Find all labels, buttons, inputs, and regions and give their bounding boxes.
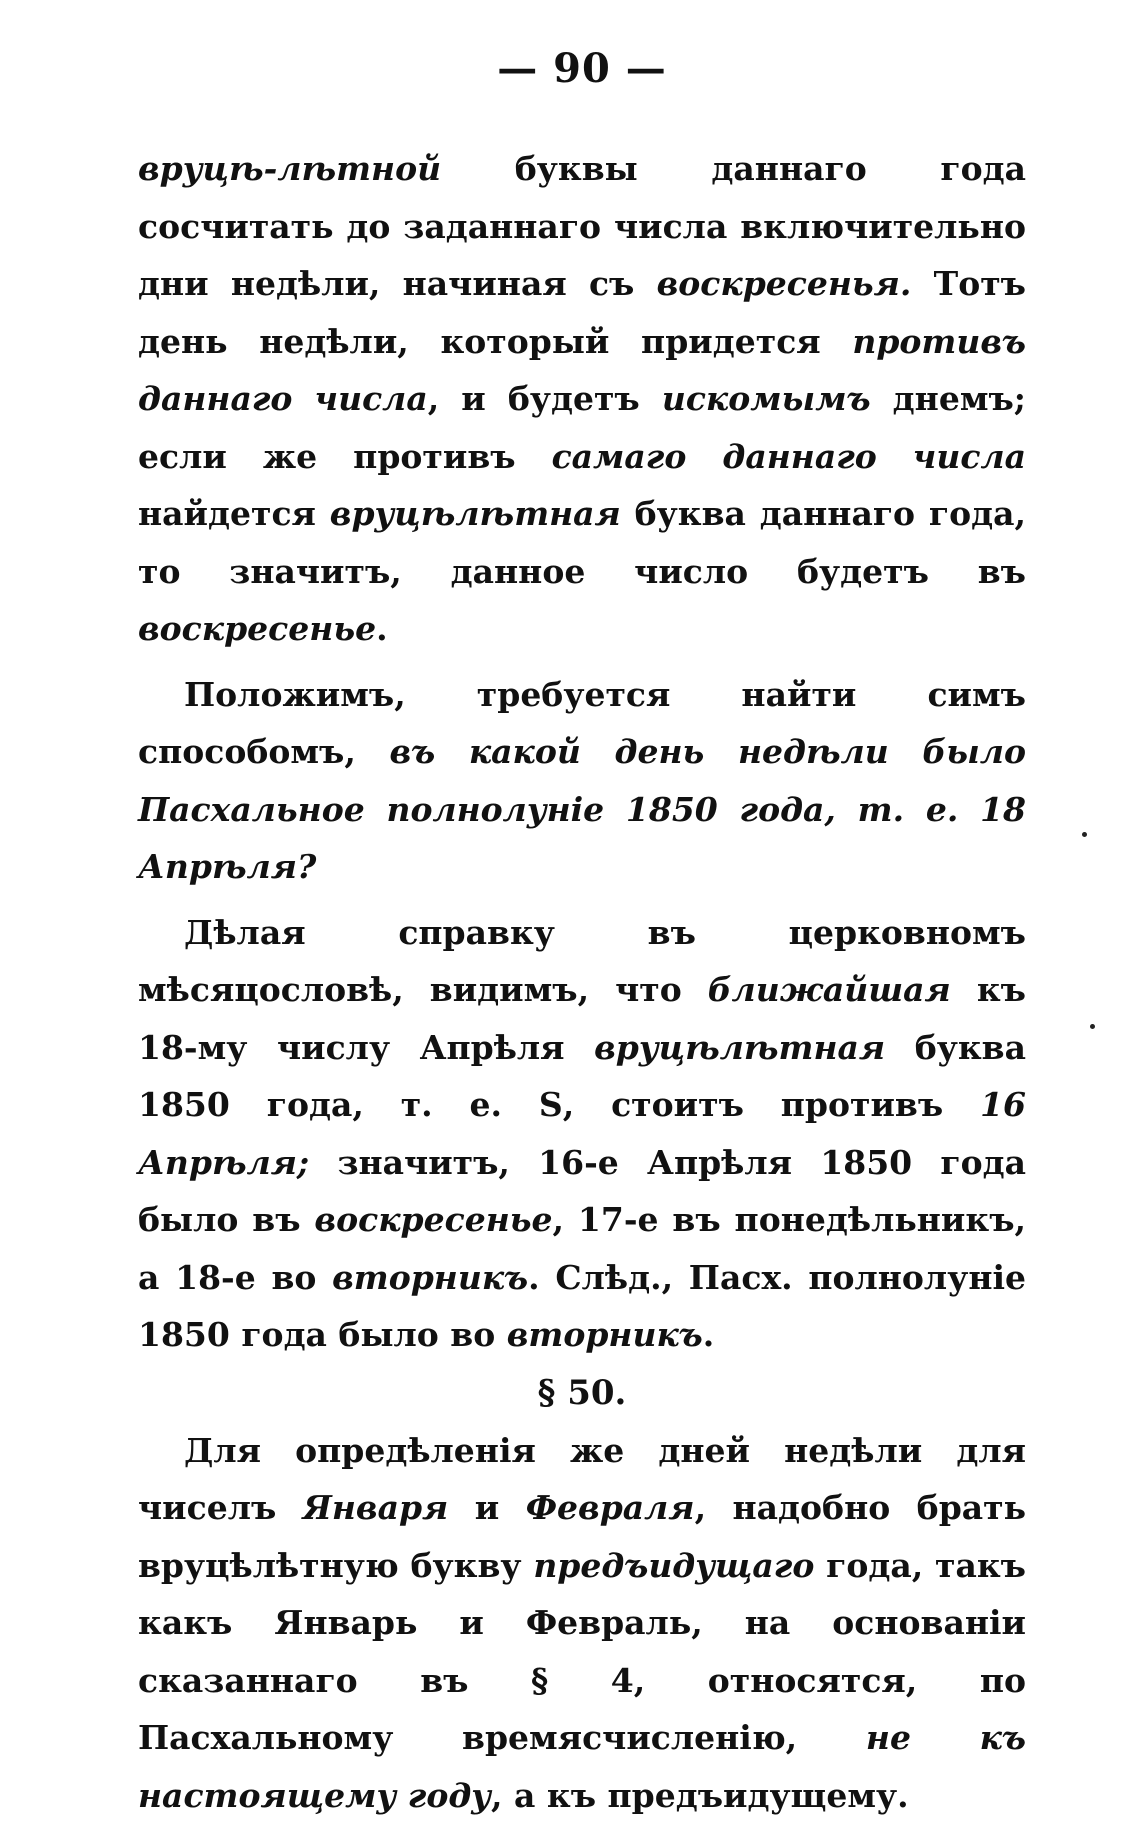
text-run: . Слѣд., Пасх. полнолуніе 1850 года было во bbox=[138, 1258, 1026, 1355]
text-run: . bbox=[703, 1315, 715, 1354]
italic-run: вруцѣ-лѣтной bbox=[138, 149, 441, 188]
paragraph-1 bbox=[138, 140, 1026, 658]
italic-run: 16 Апрѣля; bbox=[138, 1085, 1026, 1182]
text-run: и bbox=[448, 1488, 525, 1527]
italic-run: вруцѣлѣтная bbox=[594, 1028, 885, 1067]
text-run: Положимъ, требуется найти симъ способомъ, bbox=[138, 675, 1026, 772]
italic-run: самаго даннаго числа bbox=[552, 437, 1026, 476]
text-run: , и будетъ bbox=[428, 379, 662, 418]
italic-run: предъидущаго bbox=[533, 1546, 814, 1585]
italic-run: противъ даннаго числа bbox=[138, 322, 1026, 419]
text-run: , надобно брать вруцѣлѣтную букву bbox=[138, 1488, 1026, 1585]
text-run: Для опредѣленія же дней недѣли для чиселъ bbox=[138, 1431, 1026, 1528]
text-run: найдется bbox=[138, 494, 330, 533]
text-run: Дѣлая справку въ церковномъ мѣсяцословѣ, видимъ, что bbox=[138, 913, 1026, 1010]
text-run: , 17-е въ понедѣльникъ, а 18-е во bbox=[138, 1200, 1026, 1297]
text-run: буква даннаго года, то значитъ, данное число будетъ въ bbox=[138, 494, 1026, 591]
text-run: днемъ; если же противъ bbox=[138, 379, 1026, 476]
section-heading: § 50. bbox=[138, 1364, 1026, 1422]
text-run: къ 18-му числу Апрѣля bbox=[138, 970, 1026, 1067]
italic-run: въ какой день недѣли было Пасхальное полнолуніе 1850 года, т. е. 18 Апрѣля? bbox=[138, 732, 1026, 886]
italic-run: ближайшая bbox=[708, 970, 951, 1009]
italic-run: воскресенье bbox=[138, 609, 376, 648]
text-run: буква 1850 года, т. е. Ѕ, стоитъ противъ bbox=[138, 1028, 1026, 1125]
text-run: года, такъ какъ Январь и Февраль, на основаніи сказаннаго въ § 4, относятся, по Пасхальному времясчисленію, bbox=[138, 1546, 1026, 1758]
italic-run: Января bbox=[303, 1488, 449, 1527]
italic-run: вруцѣлѣтная bbox=[330, 494, 621, 533]
text-run: Тотъ день недѣли, который придется bbox=[138, 264, 1026, 361]
paragraph-4 bbox=[138, 1422, 1026, 1824]
italic-run: не къ настоящему году bbox=[138, 1718, 1026, 1815]
margin-speck-2 bbox=[1090, 1024, 1095, 1029]
paragraph-3 bbox=[138, 904, 1026, 1364]
book-page bbox=[138, 40, 1026, 1824]
italic-run: Февраля bbox=[526, 1488, 695, 1527]
text-run: . bbox=[376, 609, 388, 648]
text-run: буквы даннаго года сосчитать до заданнаго числа включительно дни недѣли, начиная съ bbox=[138, 149, 1026, 303]
paragraph-2 bbox=[138, 666, 1026, 896]
italic-run: вторникъ bbox=[332, 1258, 528, 1297]
italic-run: воскресенье bbox=[314, 1200, 552, 1239]
page-number: — 90 — bbox=[138, 40, 1026, 98]
italic-run: вторникъ bbox=[507, 1315, 703, 1354]
italic-run: воскресенья. bbox=[657, 264, 912, 303]
text-run: значитъ, 16-е Апрѣля 1850 года было въ bbox=[138, 1143, 1026, 1240]
margin-speck-1 bbox=[1082, 832, 1087, 837]
italic-run: искомымъ bbox=[662, 379, 871, 418]
text-run: , а къ предъидущему. bbox=[491, 1776, 909, 1815]
